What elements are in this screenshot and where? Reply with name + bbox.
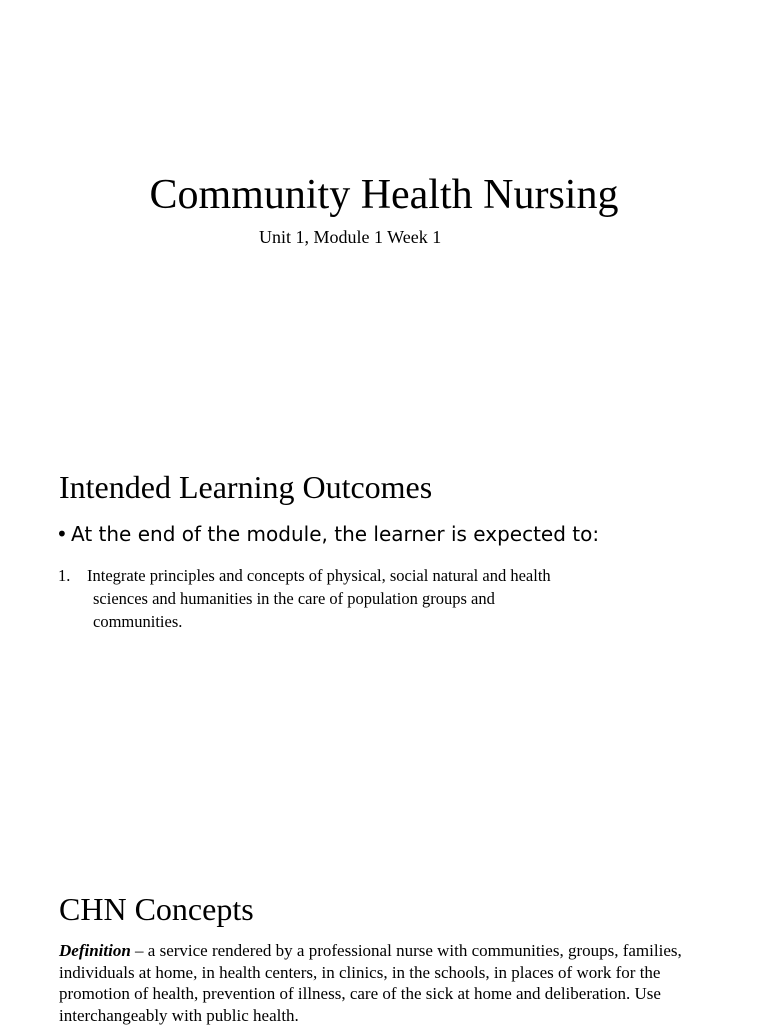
- definition-text: – a service rendered by a professional nurse with communities, groups, families, individuals at home, in health centers, in clinics, in the schools, in places of work for the promotion of health, prevention of illness, care of the sick at home and deliberation. Use interchangeably with public health.: [59, 941, 682, 1025]
- outcome-number: 1.: [58, 566, 71, 585]
- definition-term: Definition: [59, 941, 131, 960]
- outcome-line-3: communities.: [93, 612, 183, 631]
- outcome-item: [58, 564, 698, 633]
- outcome-line-1: Integrate principles and concepts of physical, social natural and health: [87, 566, 551, 585]
- bullet-item: [56, 520, 599, 548]
- bullet-icon: •: [56, 522, 68, 546]
- document-title: Community Health Nursing: [149, 172, 619, 218]
- outcome-line-2: sciences and humanities in the care of population groups and: [93, 589, 495, 608]
- chn-concepts-heading: CHN Concepts: [59, 891, 254, 927]
- definition-paragraph: [59, 940, 729, 1026]
- learning-outcomes-heading: Intended Learning Outcomes: [59, 469, 433, 505]
- document-subtitle: Unit 1, Module 1 Week 1: [259, 227, 442, 247]
- bullet-text: At the end of the module, the learner is expected to:: [71, 522, 600, 546]
